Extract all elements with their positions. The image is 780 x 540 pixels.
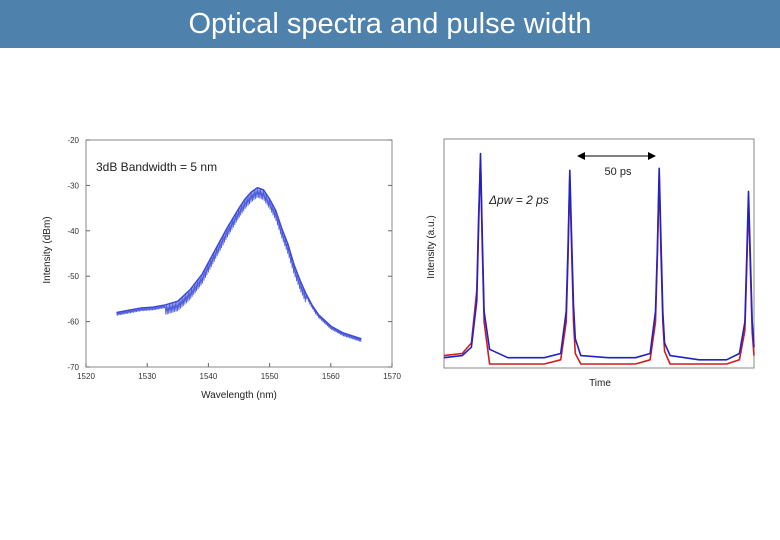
pulse-x-label: Time — [589, 378, 611, 389]
pulse-chart — [426, 139, 754, 389]
spectrum-ripple — [117, 188, 362, 342]
spectrum-y-label: Intensity (dBm) — [42, 216, 53, 284]
x-tick-label: 1550 — [260, 372, 279, 381]
y-tick-label: -20 — [67, 136, 79, 145]
x-tick-label: 1560 — [321, 372, 340, 381]
spectrum-annotation: 3dB Bandwidth = 5 nm — [96, 160, 218, 174]
spectrum-series-group — [117, 188, 362, 342]
x-tick-label: 1520 — [77, 372, 95, 381]
x-tick-label: 1530 — [138, 372, 157, 381]
x-tick-label: 1570 — [383, 372, 401, 381]
period-annotation: 50 ps — [604, 166, 632, 178]
pulse-series-blue — [444, 154, 754, 360]
y-tick-label: -70 — [67, 363, 79, 372]
y-tick-label: -40 — [67, 226, 79, 236]
slide-title: Optical spectra and pulse width — [188, 8, 592, 40]
x-tick-label: 1540 — [199, 372, 218, 381]
y-tick-label: -30 — [67, 181, 79, 191]
y-tick-label: -60 — [67, 317, 79, 327]
spectrum-x-label: Wavelength (nm) — [201, 390, 277, 401]
spectrum-plot-frame — [86, 140, 392, 367]
pulse-y-label: Intensity (a.u.) — [426, 215, 437, 279]
spectrum-chart — [42, 136, 401, 401]
pulse-series-group — [444, 154, 754, 365]
pulse-width-annotation: Δpw = 2 ps — [489, 193, 549, 207]
pulse-plot-frame — [444, 139, 754, 368]
pulse-series-red — [444, 160, 754, 364]
y-tick-label: -50 — [67, 272, 79, 282]
